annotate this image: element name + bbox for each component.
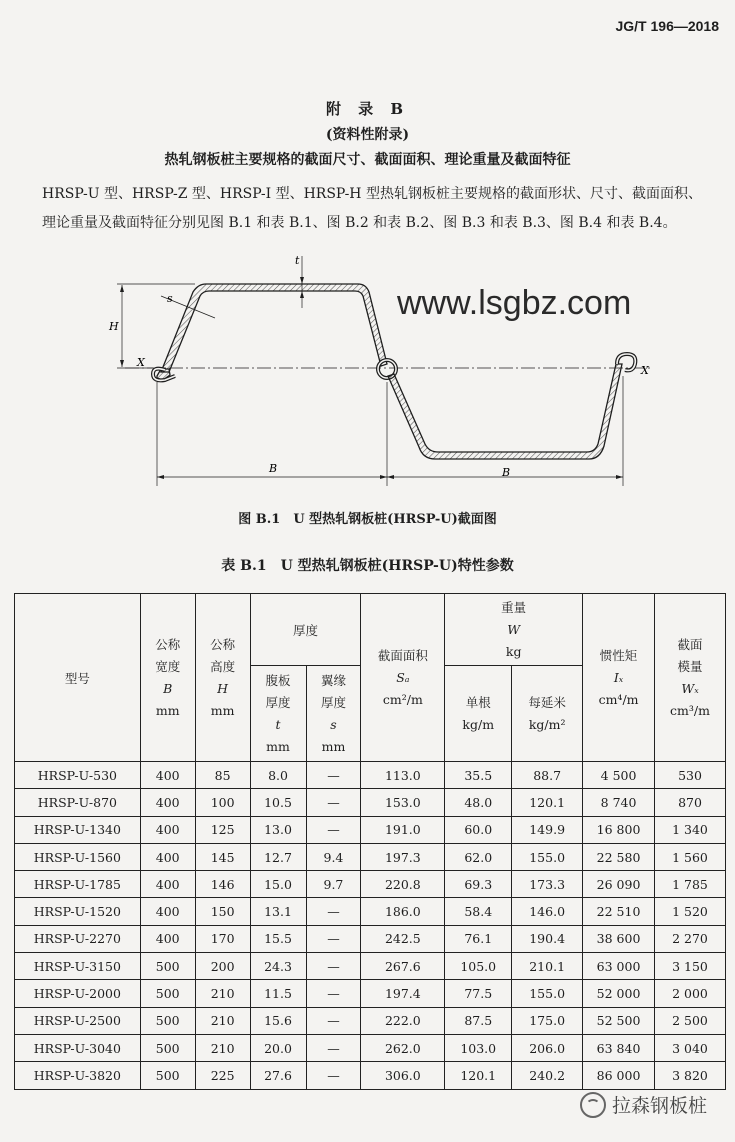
logo-text: 拉森钢板桩 — [611, 1095, 707, 1117]
value-cell: 500 — [140, 1007, 195, 1034]
table-caption: 表 B.1 U 型热轧钢板桩(HRSP-U)特性参数 — [221, 558, 514, 574]
figure-caption: 图 B.1 U 型热轧钢板桩(HRSP-U)截面图 — [238, 512, 497, 527]
value-cell: 3 150 — [655, 953, 726, 980]
t-label: t — [295, 254, 300, 267]
value-cell: 267.6 — [361, 953, 445, 980]
model-cell: HRSP-U-3820 — [15, 1062, 141, 1089]
upper-pile-section — [157, 284, 387, 380]
appendix-title: 附 录 B — [325, 100, 410, 118]
value-cell: 60.0 — [445, 816, 512, 843]
table-row — [15, 789, 726, 816]
value-cell: 3 040 — [655, 1034, 726, 1061]
value-cell: 85 — [195, 762, 250, 789]
table-row — [15, 953, 726, 980]
value-cell: 262.0 — [361, 1034, 445, 1061]
appendix-paragraph: HRSP-U 型、HRSP-Z 型、HRSP-I 型、HRSP-H 型热轧钢板桩主要规格的截面形状、尺寸、截面面积、理论重量及截面特征分别见图 B.1 和表 B.1、图 B.2 和表 B.2、图 B.3 和表 B.3、图 B.4 和表 B.4。 — [42, 186, 702, 231]
model-cell: HRSP-U-3040 — [15, 1034, 141, 1061]
value-cell: 9.7 — [306, 871, 361, 898]
x-label-left: X — [137, 356, 145, 369]
value-cell: 15.5 — [250, 925, 306, 952]
model-cell: HRSP-U-2270 — [15, 925, 141, 952]
value-cell: 150 — [195, 898, 250, 925]
value-cell: 48.0 — [445, 789, 512, 816]
chat-bubble-icon — [580, 1092, 606, 1118]
value-cell: 86 000 — [583, 1062, 655, 1089]
value-cell: 2 000 — [655, 980, 726, 1007]
value-cell: 13.0 — [250, 816, 306, 843]
value-cell: 500 — [140, 953, 195, 980]
col-modulus: 截面 模量 Wₓ cm³/m — [655, 594, 726, 762]
value-cell: — — [306, 762, 361, 789]
value-cell: 20.0 — [250, 1034, 306, 1061]
value-cell: 146.0 — [512, 898, 583, 925]
value-cell: 63 000 — [583, 953, 655, 980]
value-cell: 173.3 — [512, 871, 583, 898]
value-cell: 153.0 — [361, 789, 445, 816]
value-cell: 210.1 — [512, 953, 583, 980]
value-cell: 100 — [195, 789, 250, 816]
col-thickness: 厚度 — [250, 594, 361, 666]
lower-pile-section — [388, 364, 622, 459]
value-cell: 186.0 — [361, 898, 445, 925]
value-cell: 113.0 — [361, 762, 445, 789]
value-cell: — — [306, 1062, 361, 1089]
value-cell: — — [306, 816, 361, 843]
value-cell: 175.0 — [512, 1007, 583, 1034]
col-width: 公称 宽度 B mm — [140, 594, 195, 762]
model-cell: HRSP-U-1520 — [15, 898, 141, 925]
col-weight-per-pile: 单根 kg/m — [445, 666, 512, 762]
x-label-right: X — [641, 364, 649, 377]
model-cell: HRSP-U-530 — [15, 762, 141, 789]
watermark-url: www.lsgbz.com — [397, 284, 632, 322]
value-cell: 530 — [655, 762, 726, 789]
col-model: 型号 — [15, 594, 141, 762]
h-label: H — [109, 320, 119, 333]
value-cell: 2 500 — [655, 1007, 726, 1034]
account-logo — [580, 1091, 707, 1118]
b-label-right: B — [502, 466, 511, 479]
value-cell: — — [306, 925, 361, 952]
value-cell: 63 840 — [583, 1034, 655, 1061]
table-row — [15, 980, 726, 1007]
appendix-heading: 热轧钢板桩主要规格的截面尺寸、截面面积、理论重量及截面特征 — [164, 152, 571, 168]
value-cell: 10.5 — [250, 789, 306, 816]
value-cell: 3 820 — [655, 1062, 726, 1089]
col-height: 公称 高度 H mm — [195, 594, 250, 762]
value-cell: 197.3 — [361, 843, 445, 870]
value-cell: 500 — [140, 980, 195, 1007]
value-cell: 206.0 — [512, 1034, 583, 1061]
value-cell: 87.5 — [445, 1007, 512, 1034]
value-cell: 9.4 — [306, 843, 361, 870]
table-body — [15, 762, 726, 1090]
value-cell: 197.4 — [361, 980, 445, 1007]
value-cell: 500 — [140, 1034, 195, 1061]
value-cell: 400 — [140, 789, 195, 816]
value-cell: 24.3 — [250, 953, 306, 980]
value-cell: 190.4 — [512, 925, 583, 952]
value-cell: 15.0 — [250, 871, 306, 898]
col-weight: 重量 W kg — [445, 594, 583, 666]
table-row — [15, 925, 726, 952]
value-cell: 400 — [140, 871, 195, 898]
value-cell: 120.1 — [512, 789, 583, 816]
model-cell: HRSP-U-2500 — [15, 1007, 141, 1034]
standard-code: JG/T 196—2018 — [615, 18, 719, 34]
value-cell: 200 — [195, 953, 250, 980]
value-cell: 155.0 — [512, 980, 583, 1007]
value-cell: 125 — [195, 816, 250, 843]
table-header — [15, 594, 726, 762]
model-cell: HRSP-U-2000 — [15, 980, 141, 1007]
value-cell: 225 — [195, 1062, 250, 1089]
value-cell: 11.5 — [250, 980, 306, 1007]
value-cell: 77.5 — [445, 980, 512, 1007]
value-cell: 38 600 — [583, 925, 655, 952]
value-cell: — — [306, 953, 361, 980]
u-pile-section-diagram — [95, 248, 665, 493]
b-label-left: B — [269, 462, 278, 475]
value-cell: 62.0 — [445, 843, 512, 870]
model-cell: HRSP-U-1340 — [15, 816, 141, 843]
col-flange-thickness: 翼缘 厚度 s mm — [306, 666, 361, 762]
value-cell: 1 340 — [655, 816, 726, 843]
value-cell: — — [306, 789, 361, 816]
value-cell: 16 800 — [583, 816, 655, 843]
value-cell: 52 500 — [583, 1007, 655, 1034]
value-cell: 1 520 — [655, 898, 726, 925]
value-cell: 2 270 — [655, 925, 726, 952]
value-cell: 400 — [140, 762, 195, 789]
value-cell: 103.0 — [445, 1034, 512, 1061]
value-cell: 15.6 — [250, 1007, 306, 1034]
value-cell: — — [306, 898, 361, 925]
value-cell: 400 — [140, 816, 195, 843]
value-cell: 220.8 — [361, 871, 445, 898]
value-cell: — — [306, 1034, 361, 1061]
value-cell: 210 — [195, 980, 250, 1007]
value-cell: 400 — [140, 843, 195, 870]
value-cell: 69.3 — [445, 871, 512, 898]
value-cell: 58.4 — [445, 898, 512, 925]
value-cell: 1 785 — [655, 871, 726, 898]
value-cell: 76.1 — [445, 925, 512, 952]
value-cell: 1 560 — [655, 843, 726, 870]
table-row — [15, 898, 726, 925]
value-cell: 210 — [195, 1007, 250, 1034]
model-cell: HRSP-U-1785 — [15, 871, 141, 898]
value-cell: 145 — [195, 843, 250, 870]
value-cell: 500 — [140, 1062, 195, 1089]
appendix-subtitle: (资料性附录) — [325, 127, 410, 143]
s-label: s — [167, 292, 173, 305]
value-cell: 52 000 — [583, 980, 655, 1007]
col-weight-per-meter: 每延米 kg/m² — [512, 666, 583, 762]
table-row — [15, 816, 726, 843]
model-cell: HRSP-U-870 — [15, 789, 141, 816]
value-cell: 400 — [140, 898, 195, 925]
table-row — [15, 762, 726, 789]
value-cell: — — [306, 1007, 361, 1034]
value-cell: 8.0 — [250, 762, 306, 789]
table-row — [15, 871, 726, 898]
value-cell: 155.0 — [512, 843, 583, 870]
value-cell: 149.9 — [512, 816, 583, 843]
value-cell: 870 — [655, 789, 726, 816]
value-cell: 146 — [195, 871, 250, 898]
value-cell: 8 740 — [583, 789, 655, 816]
value-cell: 210 — [195, 1034, 250, 1061]
value-cell: 22 510 — [583, 898, 655, 925]
value-cell: 88.7 — [512, 762, 583, 789]
value-cell: 240.2 — [512, 1062, 583, 1089]
value-cell: 170 — [195, 925, 250, 952]
value-cell: — — [306, 980, 361, 1007]
value-cell: 4 500 — [583, 762, 655, 789]
table-row — [15, 843, 726, 870]
value-cell: 400 — [140, 925, 195, 952]
value-cell: 222.0 — [361, 1007, 445, 1034]
value-cell: 105.0 — [445, 953, 512, 980]
value-cell: 242.5 — [361, 925, 445, 952]
properties-table — [14, 593, 726, 1090]
value-cell: 120.1 — [445, 1062, 512, 1089]
col-inertia: 惯性矩 Iₓ cm⁴/m — [583, 594, 655, 762]
table-row — [15, 1007, 726, 1034]
col-web-thickness: 腹板 厚度 t mm — [250, 666, 306, 762]
value-cell: 306.0 — [361, 1062, 445, 1089]
value-cell: 35.5 — [445, 762, 512, 789]
value-cell: 26 090 — [583, 871, 655, 898]
value-cell: 191.0 — [361, 816, 445, 843]
value-cell: 22 580 — [583, 843, 655, 870]
table-row — [15, 1034, 726, 1061]
table-row — [15, 1062, 726, 1089]
value-cell: 12.7 — [250, 843, 306, 870]
model-cell: HRSP-U-1560 — [15, 843, 141, 870]
value-cell: 13.1 — [250, 898, 306, 925]
value-cell: 27.6 — [250, 1062, 306, 1089]
col-area: 截面面积 Sₐ cm²/m — [361, 594, 445, 762]
model-cell: HRSP-U-3150 — [15, 953, 141, 980]
